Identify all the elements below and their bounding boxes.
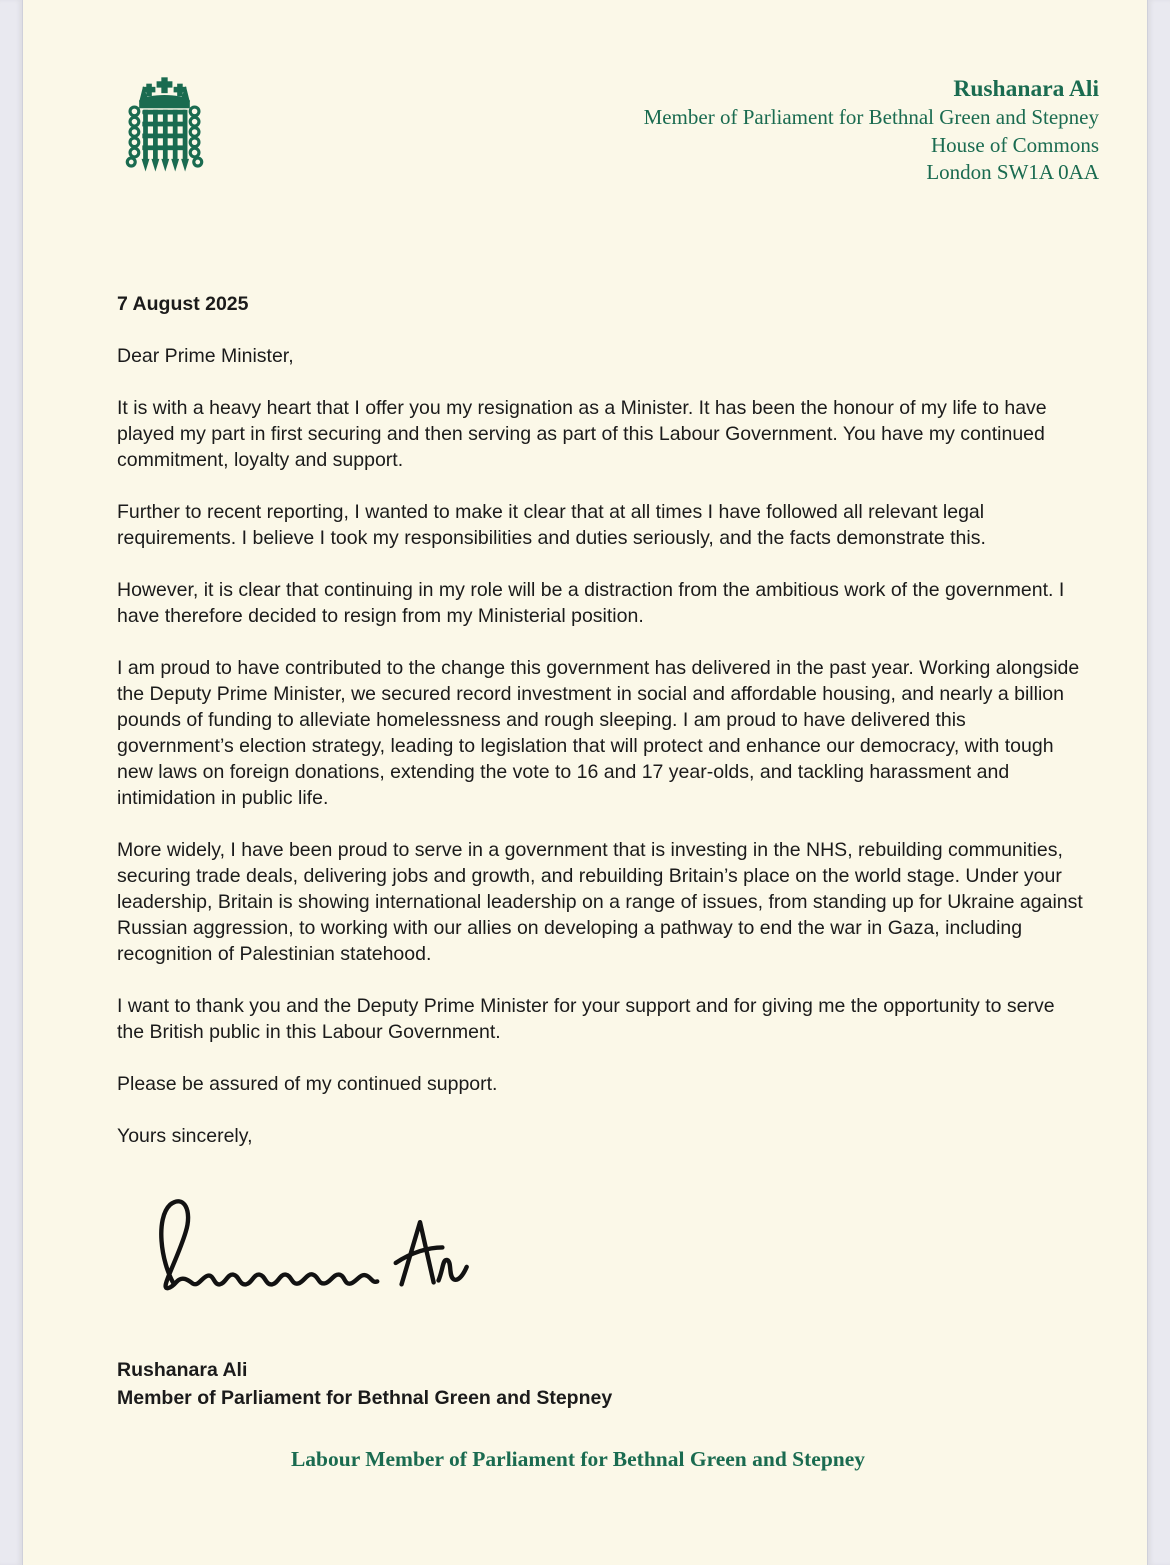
paragraph: Please be assured of my continued support. <box>117 1072 498 1095</box>
letter-body <box>117 291 1085 1472</box>
letter-page <box>23 0 1147 1565</box>
paragraph: It is with a heavy heart that I offer you my resignation as a Minister. It has been the honour of my life to have played my part in first securing and then serving as part of this Labour Government. You have my continued commitment, loyalty and support. <box>117 396 1047 471</box>
signoff-name: Rushanara Ali <box>117 1358 248 1381</box>
page-margin-left <box>0 0 23 1565</box>
letterhead-address-line: London SW1A 0AA <box>926 160 1099 184</box>
letterhead-address-line: House of Commons <box>931 132 1099 157</box>
letterhead-address-block <box>644 72 1099 187</box>
portcullis-logo-icon <box>117 75 212 181</box>
closing: Yours sincerely, <box>117 1124 253 1147</box>
paragraph: Further to recent reporting, I wanted to make it clear that at all times I have followed all relevant legal requirements. I believe I took my responsibilities and duties seriously, and the facts demonstrate this. <box>117 500 986 549</box>
letterhead-address-line: Member of Parliament for Bethnal Green and Stepney <box>643 105 1099 129</box>
letterhead-name: Rushanara Ali <box>953 76 1099 102</box>
paragraph: I am proud to have contributed to the change this government has delivered in the past year. Working alongside the Deputy Prime Minister, we secured record investment in social and affordable housing, and nearly a billion pounds of funding to alleviate homelessness and rough sleeping. I am proud to have delivered this government’s election strategy, leading to legislation that will protect and enhance our democracy, with tough new laws on foreign donations, extending the vote to 16 and 17 year-olds, and tackling harassment and intimidation in public life. <box>117 656 1080 809</box>
paragraph: More widely, I have been proud to serve in a government that is investing in the NHS, rebuilding communities, securing trade deals, delivering jobs and growth, and rebuilding Britain’s place on the world stage. Under your leadership, Britain is showing international leadership on a range of issues, from standing up for Ukraine against Russian aggression, to working with our allies on developing a pathway to end the war in Gaza, including recognition of Palestinian statehood. <box>117 838 1083 965</box>
signoff-title: Member of Parliament for Bethnal Green and Stepney <box>117 1386 613 1409</box>
letter-date: 7 August 2025 <box>117 292 249 315</box>
paragraph: However, it is clear that continuing in my role will be a distraction from the ambitious work of the government. I have therefore decided to resign from my Ministerial position. <box>117 578 1065 627</box>
letterhead <box>117 72 1099 187</box>
page-margin-right <box>1147 0 1170 1565</box>
paragraph: I want to thank you and the Deputy Prime Minister for your support and for giving me the opportunity to serve the British public in this Labour Government. <box>117 994 1055 1043</box>
signature-image <box>141 1191 491 1298</box>
footer-tagline: Labour Member of Parliament for Bethnal Green and Stepney <box>290 1446 866 1471</box>
signoff-block <box>117 1356 1085 1412</box>
salutation: Dear Prime Minister, <box>117 344 294 367</box>
